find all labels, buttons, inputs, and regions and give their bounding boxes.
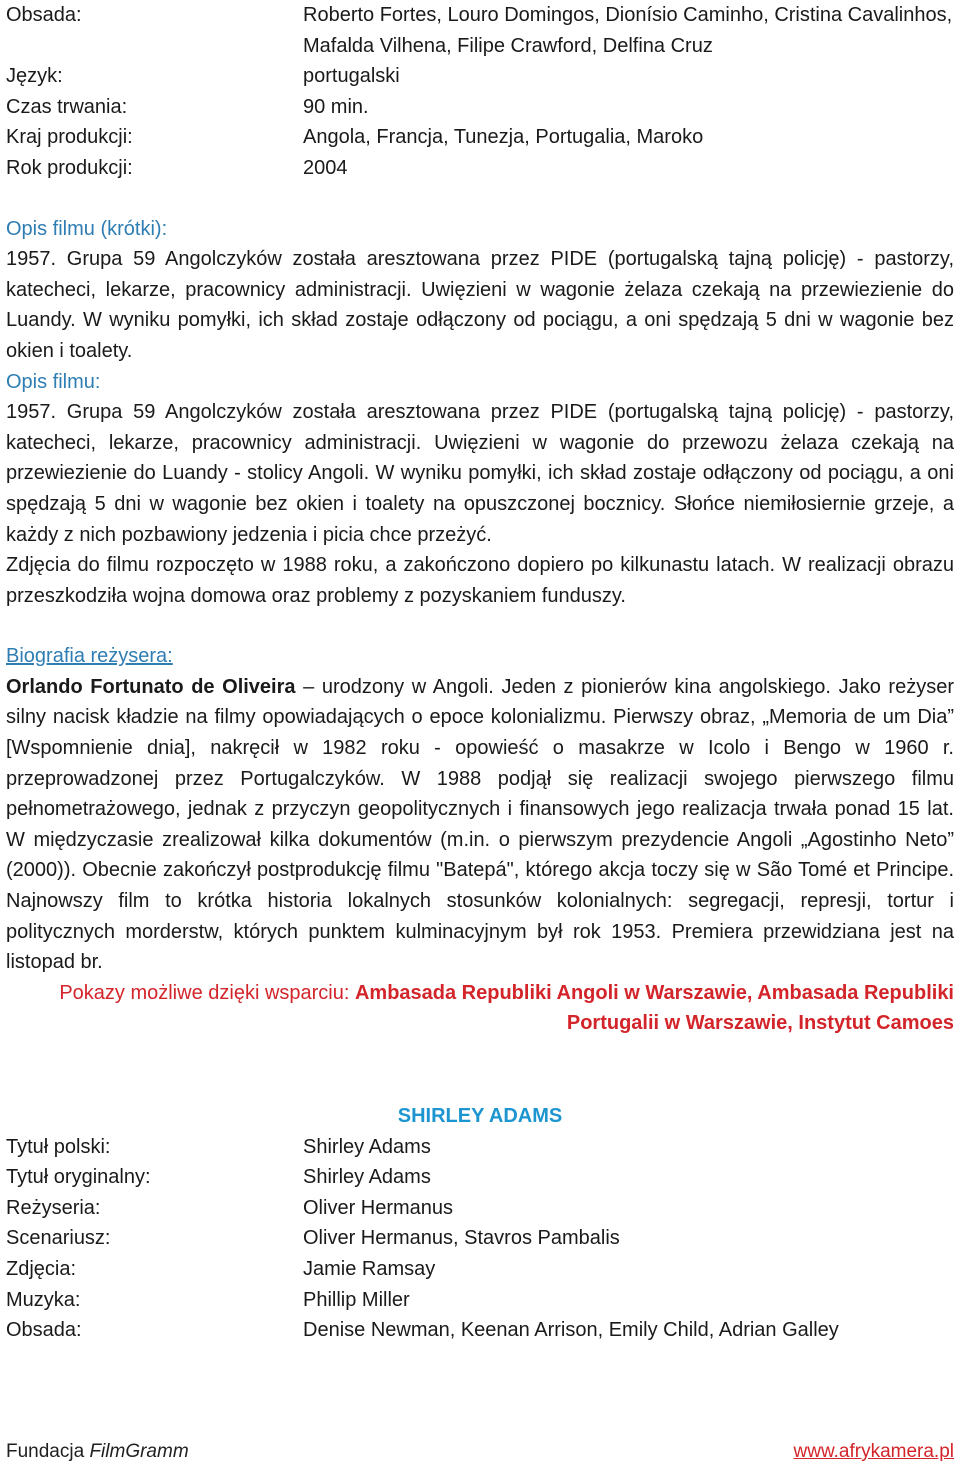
- info-value: Shirley Adams: [303, 1166, 431, 1189]
- info-row-original-title: [6, 1162, 954, 1193]
- info-row-year: [6, 153, 954, 184]
- short-description-text: 1957. Grupa 59 Angolczyków została aresztowana przez PIDE (portugalską tajną policję) - pastorzy, katecheci, lekarze, pracownicy administracji. Uwięzieni w wagonie żelaza czekają na przewiezienie do Luandy. W wyniku pomyłki, ich skład zostaje odłączony od pociągu, a oni spędzają 5 dni w wagonie bez okien i toalety.: [6, 248, 954, 362]
- info-row-polish-title: [6, 1132, 954, 1163]
- info-row-cinematography: [6, 1254, 954, 1285]
- info-label: Rok produkcji:: [6, 156, 133, 179]
- info-value: Shirley Adams: [303, 1135, 431, 1158]
- footer-website-link[interactable]: www.afrykamera.pl: [793, 1441, 954, 1462]
- info-value: 2004: [303, 156, 348, 179]
- info-label: Tytuł oryginalny:: [6, 1166, 151, 1189]
- info-row-cast: [6, 0, 954, 61]
- info-value: Jamie Ramsay: [303, 1257, 436, 1280]
- support-note: [6, 978, 954, 1039]
- document-page: [6, 0, 954, 1346]
- info-label: Muzyka:: [6, 1288, 81, 1311]
- page-footer: [6, 1440, 954, 1464]
- info-row-music: [6, 1285, 954, 1316]
- support-names: Ambasada Republiki Angoli w Warszawie, Ambasada Republiki Portugalii w Warszawie, Instytut Camoes: [354, 981, 954, 1035]
- info-value: Roberto Fortes, Louro Domingos, Dionísio Caminho, Cristina Cavalinhos, Mafalda Vilhena, Filipe Crawford, Delfina Cruz: [303, 4, 953, 57]
- info-label: Kraj produkcji:: [6, 126, 133, 149]
- info-value: portugalski: [303, 65, 400, 88]
- film2-info-table: [6, 1132, 954, 1346]
- info-label: Czas trwania:: [6, 95, 128, 118]
- info-label: Scenariusz:: [6, 1227, 111, 1250]
- info-value: Oliver Hermanus: [303, 1196, 454, 1219]
- info-label: Język:: [6, 65, 63, 88]
- info-value: 90 min.: [303, 95, 369, 118]
- short-description-heading: Opis filmu (krótki):: [6, 217, 168, 240]
- footer-organization: [6, 1440, 189, 1464]
- director-name: Orlando Fortunato de Oliveira: [6, 675, 296, 698]
- info-row-duration: [6, 92, 954, 123]
- film2-title: SHIRLEY ADAMS: [397, 1105, 563, 1127]
- info-row-language: [6, 61, 954, 92]
- info-label: Tytuł polski:: [6, 1135, 111, 1158]
- director-bio-body: – urodzony w Angoli. Jeden z pionierów kina angolskiego. Jako reżyser silny nacisk kładzie na filmy opowiadających o epoce kolonializmu. Pierwszy obraz, „Memoria de um Dia” [Wspomnienie dnia], nakręcił w 1982 roku - opowieść o masakrze w Icolo i Bengo w 1960 r. przeprowadzonej przez Portugalczyków. W 1988 podjął się realizacji swojego pierwszego filmu pełnometrażowego, jednak z przyczyn geopolitycznych i finansowych jego realizacja trwała ponad 15 lat. W międzyczasie zrealizował kilka dokumentów (m.in. o pierwszym prezydencie Angoli „Agostinho Neto” (2000)). Obecnie zakończył postprodukcję filmu "Batepá", którego akcja toczy się w São Tomé et Principe. Najnowszy film to krótka historia lokalnych stosunków kolonialnych: segregacji, represji, tortur i politycznych morderstw, których punktem kulminacyjnym był rok 1953. Premiera przewidziana jest na listopad br.: [6, 675, 955, 974]
- info-value: Phillip Miller: [303, 1288, 410, 1311]
- info-value: Denise Newman, Keenan Arrison, Emily Child, Adrian Galley: [303, 1319, 839, 1342]
- footer-org-name: FilmGramm: [89, 1441, 189, 1462]
- info-label: Reżyseria:: [6, 1196, 101, 1219]
- director-bio-heading: Biografia reżysera:: [6, 645, 173, 668]
- footer-org-prefix: Fundacja: [6, 1441, 90, 1462]
- info-row-cast: [6, 1315, 954, 1346]
- description-heading: Opis filmu:: [6, 370, 101, 393]
- info-row-screenplay: [6, 1223, 954, 1254]
- film1-info-table: [6, 0, 954, 184]
- support-label: Pokazy możliwe dzięki wsparciu:: [59, 981, 355, 1004]
- info-value: Angola, Francja, Tunezja, Portugalia, Maroko: [303, 126, 704, 149]
- info-row-country: [6, 122, 954, 153]
- info-row-director: [6, 1193, 954, 1224]
- description-text: 1957. Grupa 59 Angolczyków została aresztowana przez PIDE (portugalską tajną policję) - pastorzy, katecheci, lekarze, pracownicy administracji. Uwięzieni w wagonie do przewozu żelaza czekają na przewiezienie do Luandy - stolicy Angoli. W wyniku pomyłki, ich skład zostaje odłączony od pociągu, a oni spędzają 5 dni w wagonie bez okien i toalety na opuszczonej bocznicy. Słońce niemiłosiernie grzeje, a każdy z nich pozbawiony jedzenia i picia chce przeżyć.: [6, 401, 954, 546]
- info-value: Oliver Hermanus, Stavros Pambalis: [303, 1227, 620, 1250]
- info-label: Obsada:: [6, 4, 82, 26]
- director-bio-text: [6, 672, 954, 978]
- info-label: Zdjęcia:: [6, 1257, 77, 1280]
- production-text: Zdjęcia do filmu rozpoczęto w 1988 roku, a zakończono dopiero po kilkunastu latach. W realizacji obrazu przeszkodziła wojna domowa oraz problemy z pozyskaniem funduszy.: [6, 554, 954, 607]
- info-label: Obsada:: [6, 1319, 82, 1342]
